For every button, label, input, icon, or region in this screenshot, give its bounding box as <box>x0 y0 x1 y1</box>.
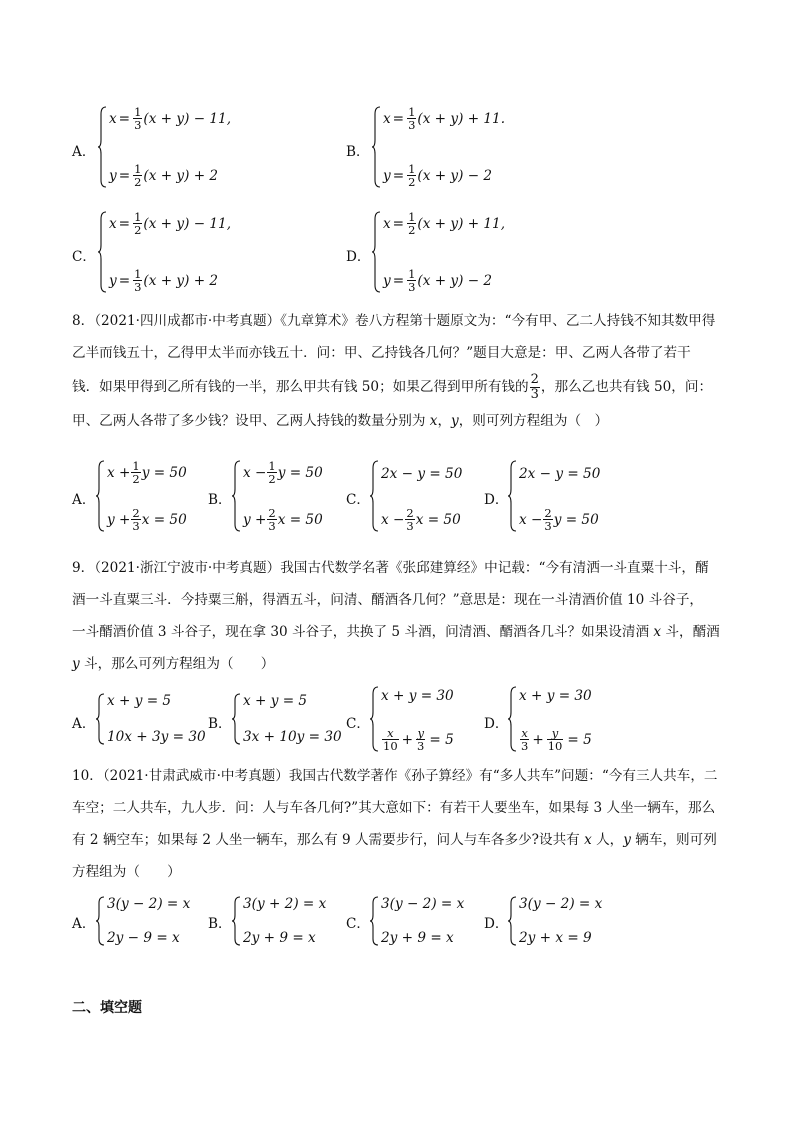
brace-icon <box>232 460 241 532</box>
q10-option-a-system: 3(y − 2) = x 2y − 9 = x <box>96 896 190 946</box>
q9-option-c-label: C． <box>346 716 370 732</box>
brace-icon <box>508 460 517 532</box>
q8-line1: 8．（2021·四川成都市·中考真题）《九章算术》卷八方程第十题原文为：“今有甲、乙二人持钱不知其数甲得 <box>72 313 716 329</box>
q8-option-b-system: x − $\frac{1}{2}$ y = 50 y + $\frac{2}{3}$ x = 50 <box>232 460 323 532</box>
q10-option-b-system: 3(y + 2) = x 2y + 9 = x <box>232 896 326 946</box>
q10-line3: 有 2 辆空车；如果每 2 人坐一辆车，那么有 9 人需要步行，问人与车各多少?设共有 x 人，y 辆车，则可列 <box>72 832 717 848</box>
q9-option-a-system: x + y = 5 10x + 3y = 30 <box>96 693 206 745</box>
brace-icon <box>96 693 105 745</box>
q9-line2: 酒一斗直粟三斗．今持粟三斛，得酒五斗，问清、醑酒各几何？”意思是：现在一斗清酒价值 10 斗谷子， <box>72 592 704 608</box>
q9-line1: 9．（2021·浙江宁波市·中考真题）我国古代数学名著《张邱建算经》中记载：“今有清洒一斗直粟十斗，醑 <box>72 560 709 576</box>
q10-question <box>72 760 722 888</box>
q7-d-eq2: y = $\frac{1}{3}$ (x + y) − 2 <box>383 267 493 294</box>
q9-option-b-system: x + y = 5 3x + 10y = 30 <box>232 693 342 745</box>
brace-icon <box>232 896 241 946</box>
q8-option-b-label: B． <box>208 492 232 508</box>
q7-d-eq1: x = $\frac{1}{2}$ (x + y) + 11, <box>383 210 506 237</box>
brace-icon <box>370 686 379 752</box>
q7-option-a-label: A． <box>72 144 96 160</box>
q7-option-d-system <box>372 211 505 293</box>
q10-option-d-label: D． <box>484 916 509 932</box>
q8-option-a-label: A． <box>72 492 96 508</box>
q10-option-c-system: 3(y − 2) = x 2y + 9 = x <box>370 896 464 946</box>
brace-icon <box>98 211 107 293</box>
q7-option-d-label: D． <box>346 249 371 265</box>
q7-b-eq2: y = $\frac{1}{2}$ (x + y) − 2 <box>383 162 493 189</box>
q7-c-eq2: y = $\frac{1}{3}$ (x + y) + 2 <box>109 267 219 294</box>
q9-option-c-system: x + y = 30 $\frac{x}{10}$ + $\frac{y}{3}$ = 5 <box>370 686 454 752</box>
q7-a-eq2: y = $\frac{1}{2}$ (x + y) + 2 <box>109 162 219 189</box>
q8-option-d-system: 2x − y = 50 x − $\frac{2}{3}$ y = 50 <box>508 460 600 532</box>
q8-line3: 钱．如果甲得到乙所有钱的一半，那么甲共有钱 50；如果乙得到甲所有钱的 $\frac{2}{3}$ ，那么乙也共有钱 50，问： <box>72 372 713 402</box>
q8-option-c-system: 2x − y = 50 x − $\frac{2}{3}$ x = 50 <box>370 460 462 532</box>
q10-option-d-system: 3(y − 2) = x 2y + x = 9 <box>508 896 602 946</box>
q8-line2: 乙半而钱五十，乙得甲太半而亦钱五十．问：甲、乙持钱各几何？”题目大意是：甲、乙两人各带了若干 <box>72 345 691 361</box>
q8-option-c-label: C． <box>346 492 370 508</box>
brace-icon <box>508 896 517 946</box>
q8-question <box>72 305 722 437</box>
brace-icon <box>96 460 105 532</box>
q10-line4: 方程组为（ ） <box>72 864 181 880</box>
q10-option-b-label: B． <box>208 916 232 932</box>
q8-option-a-system: x + $\frac{1}{2}$ y = 50 y + $\frac{2}{3}$ x = 50 <box>96 460 187 532</box>
q10-line2: 车空；二人共车，九人步．问：人与车各几何?”其大意如下：有若干人要坐车，如果每 3 人坐一辆车，那么 <box>72 800 716 816</box>
q8-option-d-label: D． <box>484 492 509 508</box>
q9-option-d-label: D． <box>484 716 509 732</box>
brace-icon <box>232 693 241 745</box>
q10-option-c-label: C． <box>346 916 370 932</box>
q8-line4: 甲、乙两人各带了多少钱？设甲、乙两人持钱的数量分别为 x，y，则可列方程组为（ ） <box>72 413 609 429</box>
q7-option-a-system <box>98 106 231 188</box>
q7-b-eq1: x = $\frac{1}{3}$ (x + y) + 11. <box>383 105 506 132</box>
q7-option-b-label: B． <box>346 144 370 160</box>
q9-question <box>72 552 722 680</box>
q7-c-eq1: x = $\frac{1}{2}$ (x + y) − 11, <box>109 210 232 237</box>
q7-option-b-system <box>372 106 505 188</box>
q9-option-a-label: A． <box>72 716 96 732</box>
q7-option-c-label: C． <box>72 249 96 265</box>
q9-line3: 一斗醑酒价值 3 斗谷子，现在拿 30 斗谷子，共换了 5 斗酒，问清酒、醑酒各几斗？如果设清酒 x 斗，醑酒 <box>72 624 720 640</box>
brace-icon <box>370 896 379 946</box>
q7-option-c-system <box>98 211 231 293</box>
section-title-fill-in: 二、填空题 <box>72 1000 142 1016</box>
q9-line4: y 斗，那么可列方程组为（ ） <box>72 656 275 672</box>
brace-icon <box>370 460 379 532</box>
q9-option-b-label: B． <box>208 716 232 732</box>
brace-icon <box>372 211 381 293</box>
q10-option-a-label: A． <box>72 916 96 932</box>
brace-icon <box>508 686 517 752</box>
brace-icon <box>96 896 105 946</box>
brace-icon <box>372 106 381 188</box>
q9-option-d-system: x + y = 30 $\frac{x}{3}$ + $\frac{y}{10}$ = 5 <box>508 686 592 752</box>
q7-a-eq1: x = $\frac{1}{3}$ (x + y) − 11, <box>109 105 232 132</box>
q10-line1: 10．（2021·甘肃武威市·中考真题）我国古代数学著作《孙子算经》有“多人共车”问题：“今有三人共车，二 <box>72 768 718 784</box>
q8-fraction: $\frac{2}{3}$ <box>530 372 539 402</box>
brace-icon <box>98 106 107 188</box>
